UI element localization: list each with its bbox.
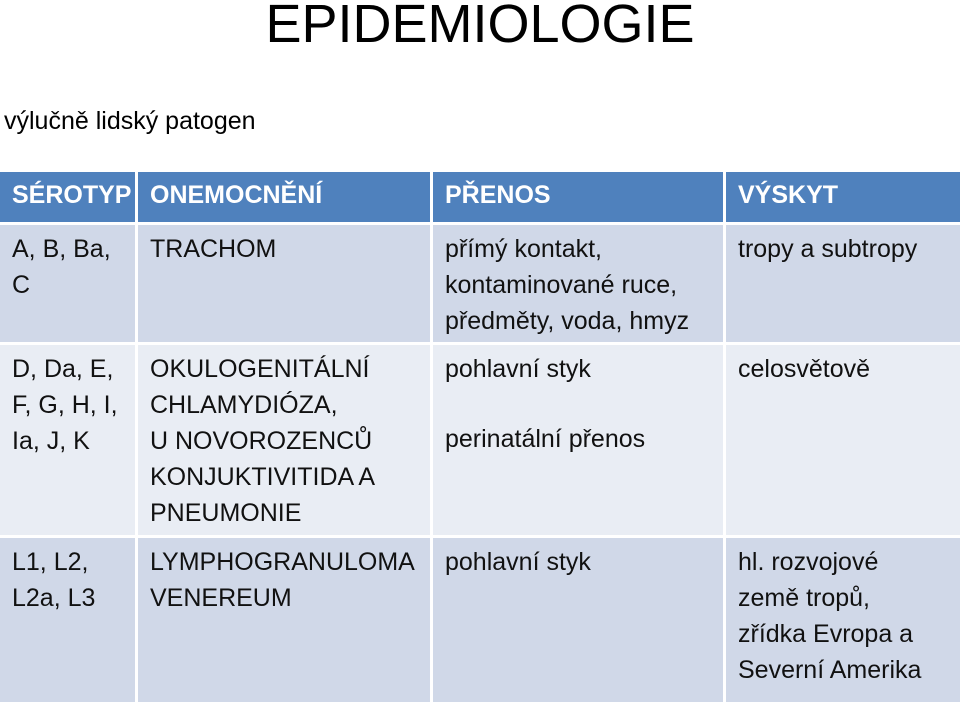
cell-transmission [433,345,723,535]
cell-line: VENEREUM [150,584,292,612]
line-spacer [445,387,723,421]
cell-line: U NOVOROZENCŮ [150,427,373,455]
cell-line: Severní Amerika [738,656,922,684]
cell-line: LYMPHOGRANULOMA [150,548,415,576]
cell-line: TRACHOM [150,235,277,263]
cell-line: A, B, Ba, [12,235,111,263]
cell-disease [138,345,430,535]
page-title: EPIDEMIOLOGIE [265,0,695,54]
cell-line: C [12,271,31,299]
cell-line: přímý kontakt, [445,235,602,263]
header-transmission: PŘENOS [433,172,723,222]
cell-line: KONJUKTIVITIDA A [150,463,376,491]
cell-line: celosvětově [738,355,871,383]
cell-line: F, G, H, I, [12,391,118,419]
header-occurrence: VÝSKYT [726,172,960,222]
subtitle: výlučně lidský patogen [4,107,256,135]
cell-transmission [433,538,723,702]
cell-disease [138,225,430,342]
cell-line: pohlavní styk [445,355,591,383]
cell-line: pohlavní styk [445,548,591,576]
cell-serotype [0,538,135,702]
cell-line: D, Da, E, [12,355,114,383]
cell-line: PNEUMONIE [150,499,302,527]
cell-line: hl. rozvojové [738,548,879,576]
header-disease: ONEMOCNĚNÍ [138,172,430,222]
cell-occurrence [726,345,960,535]
cell-disease [138,538,430,702]
cell-transmission [433,225,723,342]
epidemiology-table [0,172,960,693]
cell-serotype [0,345,135,535]
cell-occurrence [726,225,960,342]
cell-line: L1, L2, [12,548,89,576]
cell-line: Ia, J, K [12,427,90,455]
cell-line: perinatální přenos [445,425,646,453]
cell-line: CHLAMYDIÓZA, [150,391,338,419]
cell-serotype [0,225,135,342]
cell-line: země tropů, [738,584,871,612]
cell-line: tropy a subtropy [738,235,918,263]
cell-occurrence [726,538,960,702]
header-serotype: SÉROTYP [0,172,135,222]
cell-line: L2a, L3 [12,584,96,612]
cell-line: předměty, voda, hmyz [445,307,690,335]
cell-line: kontaminované ruce, [445,271,678,299]
cell-line: OKULOGENITÁLNÍ [150,355,370,383]
cell-line: zřídka Evropa a [738,620,914,648]
